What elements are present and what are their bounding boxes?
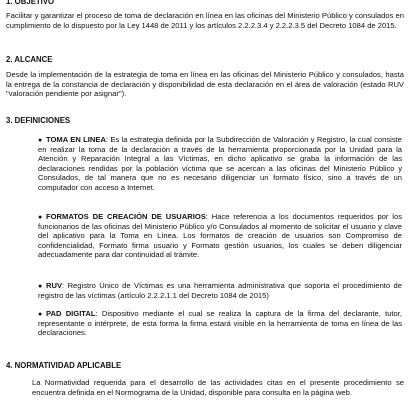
definition-term: FORMATOS DE CREACIÓN DE USUARIOS bbox=[46, 212, 206, 221]
definition-formatos-creacion bbox=[38, 212, 402, 260]
definition-text: : Registro Único de Víctimas es una herramienta administrativa que soporta el procedimiento de registro de las víctimas (artículo 2.2.2.1.1 del Decreto 1084 de 2015) bbox=[38, 281, 402, 300]
heading-definiciones: 3. DEFINICIONES bbox=[6, 116, 71, 125]
bullet-icon: ● bbox=[38, 214, 43, 221]
definition-term: RUV bbox=[46, 281, 63, 290]
bullet-icon: ● bbox=[38, 137, 43, 144]
definition-term: PAD DIGITAL bbox=[46, 309, 96, 318]
heading-normatividad: 4. NORMATIVIDAD APLICABLE bbox=[6, 361, 122, 370]
normatividad-paragraph: La Normatividad requerida para el desarrollo de las actividades citas en el presente procedimiento se encuentra definida en el Normograma de la Unidad, disponible para consulta en la página web. bbox=[32, 378, 404, 397]
objetivo-paragraph: Facilitar y garantizar el proceso de toma de declaración en línea en las oficinas del Ministerio Público y consulados en cumplimiento de lo dispuesto por la Ley 1448 de 2011 y los artículos 2.2.2.3.4 y 2.2.2.3.5 del Decreto 1084 de 2015. bbox=[6, 11, 404, 30]
heading-alcance: 2. ALCANCE bbox=[6, 55, 53, 64]
bullet-icon: ● bbox=[38, 311, 43, 318]
bullet-icon: ● bbox=[38, 283, 43, 290]
definition-text: : Dispositivo mediante el cual se realiza la captura de la firma del declarante, tutor, representante o intérprete, de esta forma la firma estará visible en la herramienta de toma en línea de las declaraciones. bbox=[38, 309, 402, 338]
definition-text: : Es la estrategia definida por la Subdirección de Valoración y Registro, la cual consiste en realizar la toma de la declaración a través de la herramienta proporcionada por la Unidad para la Atención y Reparación Integral a las Víctimas, en dicho aplicativo se graba la información de las declaraciones rendidas por la población víctima que se acercan a las oficinas del Ministerio Público y Consulados, de tal manera que no es necesario diligenciar un formato físico, sino a través de un computador con acceso a Internet. bbox=[38, 135, 402, 192]
definition-term: TOMA EN LINEA bbox=[46, 135, 106, 144]
definition-ruv bbox=[38, 281, 402, 300]
definition-text: : Hace referencia a los documentos requeridos por los funcionarios de las oficinas del Ministerio Público y/o Consulados al momento de solicitar el usuario y clave del aplicativo para la Toma en Línea. Los formatos de creación de usuarios son Compromiso de confidencialidad, Formato firma usuario y Formato gestión usuarios, los cuales se deben diligenciar adecuadamente para dar continuidad al trámite. bbox=[38, 212, 402, 260]
definition-toma-en-linea bbox=[38, 135, 402, 193]
alcance-paragraph: Desde la implementación de la estrategia de toma en línea en las oficinas del Ministerio Público y consulados, hasta la entrega de la constancia de declaración y disponibilidad de esta declaración en el área de valoración (estado RUV "valoración pendiente por asignar"). bbox=[6, 70, 404, 99]
definition-pad-digital bbox=[38, 309, 402, 338]
heading-objetivo: 1. OBJETIVO bbox=[6, 0, 55, 6]
